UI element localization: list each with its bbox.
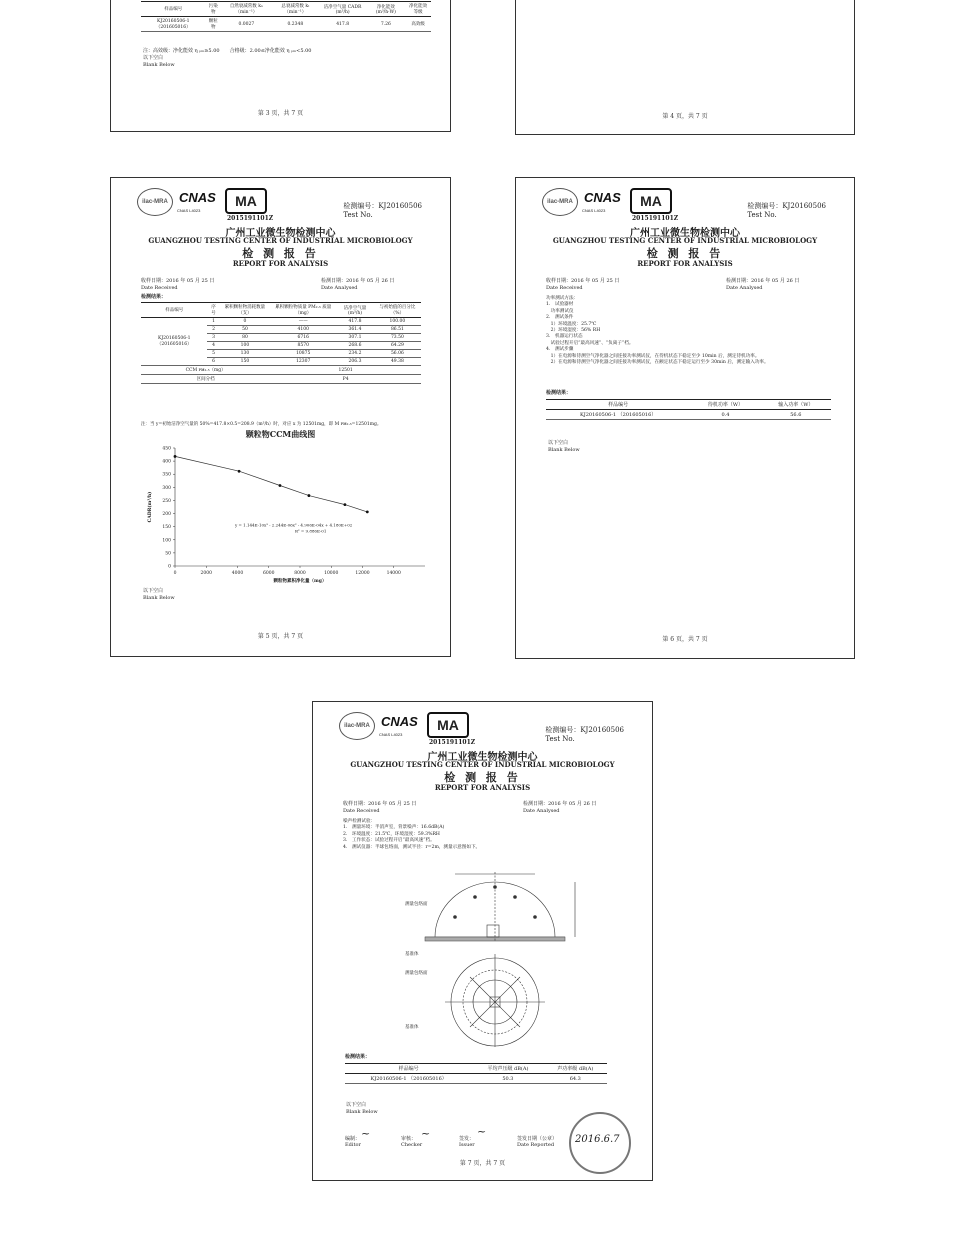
table-cell: 4 (207, 342, 219, 350)
logo-group (339, 712, 479, 742)
table-cell: 86.51 (374, 326, 421, 334)
table-header-row (141, 2, 431, 17)
table-header-cell: 污染物 (206, 2, 221, 17)
cnas-logo: CNAS (584, 190, 621, 205)
x-tick-label: 0 (173, 571, 177, 576)
method-line: 1）环境温度：25.7℃ (546, 321, 597, 327)
x-tick-label: 4000 (231, 571, 244, 576)
checker-label: 审核： (401, 1136, 417, 1142)
y-tick-label: 200 (162, 512, 171, 518)
table-cell: 0.0027 (221, 17, 272, 32)
date-block (343, 801, 622, 815)
issuer-label-en: Issuer (459, 1142, 475, 1148)
issuer-signature: ~ (477, 1125, 487, 1138)
report-title-en: REPORT FOR ANALYSIS (434, 783, 531, 792)
table-cell: 56.6 (761, 410, 831, 420)
method-line: 1. 测量环境：半消声室，背景噪声：16.6dB(A) (343, 825, 445, 831)
date-block (141, 278, 420, 292)
table-cell: 50.3 (472, 1074, 543, 1084)
table-cell: 234.2 (336, 350, 374, 358)
diagram-label-envelope-2: 测量包络面 (405, 971, 428, 976)
table-cell: 3 (207, 334, 219, 342)
method-line: 2）环境湿度：56% RH (546, 328, 601, 334)
ilac-mra-logo: ilac-MRA (339, 712, 375, 740)
date-analysed-block (726, 278, 799, 292)
hemisphere-side-view (425, 872, 575, 942)
method-line: 1. 试验器材 (546, 302, 574, 308)
date-received: 收样日期：2016 年 05 月 25 日 (343, 801, 417, 807)
y-tick-label: 100 (162, 538, 171, 544)
blank-below-en: Blank Below (143, 595, 175, 601)
date-analysed: 检测日期：2016 年 05 月 26 日 (321, 278, 395, 284)
table-cell-sample: KJ20160506-1 （201605016） (141, 318, 207, 366)
blank-below-en: Blank Below (346, 1109, 378, 1115)
results-label: 检测结果： (141, 294, 167, 300)
date-analysed-en: Date Analysed (726, 285, 763, 291)
y-tick-label: 350 (162, 472, 171, 478)
y-tick-label: 300 (162, 485, 171, 491)
table-cell: KJ20160506-1 （201605016） (546, 410, 690, 420)
method-line: 功率测试方法： (546, 296, 579, 301)
energy-efficiency-table (141, 1, 431, 32)
table-cell: 高效级 (405, 17, 431, 32)
x-axis-label: 颗粒物累积净化量（mg） (273, 579, 327, 584)
table-header-cell: 样品编号 (546, 400, 690, 410)
noise-results-table (345, 1063, 607, 1084)
table-cell: 56.06 (374, 350, 421, 358)
table-header-cell: 洁净空气量 CADR (m³/h) (319, 2, 367, 17)
x-tick-label: 10000 (324, 571, 339, 576)
hemisphere-measurement-diagram (395, 862, 595, 1047)
table-header-cell: 样品编号 (141, 303, 207, 318)
table-header-row (141, 303, 421, 318)
date-analysed: 检测日期：2016 年 05 月 26 日 (726, 278, 800, 284)
report-page-7 (312, 701, 653, 1181)
report-header (313, 702, 652, 802)
date-block (546, 278, 824, 292)
table-cell-level-label: 区间分档 (141, 375, 270, 384)
cma-logo: MA (427, 712, 469, 738)
editor-label-en: Editor (345, 1142, 361, 1148)
x-tick-label: 6000 (263, 571, 275, 576)
table-row (141, 17, 431, 32)
editor-label: 编制： (345, 1136, 361, 1142)
table-cell: 1 (207, 318, 219, 326)
chart-title: 颗粒物CCM曲线图 (245, 429, 316, 439)
report-page-6 (515, 177, 855, 659)
blank-below (346, 1102, 378, 1116)
hemisphere-top-view (445, 954, 545, 1047)
blank-below-en: Blank Below (548, 447, 580, 453)
blank-below (143, 588, 175, 602)
page-number: 第 4 页，共 7 页 (662, 113, 708, 120)
y-tick-label: 0 (168, 564, 171, 570)
test-number-en: Test No. (747, 211, 777, 219)
cert-number: 2015191101Z (429, 739, 476, 746)
table-cell: KJ20160506-1 （201605016） (141, 17, 206, 32)
test-number (545, 726, 624, 744)
cert-number: 2015191101Z (227, 215, 274, 222)
method-line: 3. 工作状态：试验过程开启“最高风速”档。 (343, 838, 435, 844)
data-point (174, 455, 177, 458)
results-label: 检测结果： (345, 1054, 371, 1060)
diagram-label-reference: 基准体 (405, 952, 419, 957)
page-number: 第 5 页，共 7 页 (257, 633, 304, 640)
page-number: 第 3 页，共 7 页 (257, 110, 304, 117)
cnas-number: CNAS L4023 (582, 208, 606, 213)
table-cell: 0.4 (690, 410, 760, 420)
report-title-cn: 检 测 报 告 (444, 771, 521, 784)
stamp-date: 2016.6.7 (575, 1134, 620, 1145)
date-received: 收样日期：2016 年 05 月 25 日 (141, 278, 215, 284)
diagram-label-envelope: 测量包络面 (405, 902, 428, 907)
table-header-cell: 净化能效 (m³/h·W) (366, 2, 405, 17)
date-analysed-en: Date Analysed (321, 285, 358, 291)
trendline-equation: y = 1.144E-10x³ - 2.244E-06x² - 4.906E-04x + 4.180E+02 (235, 522, 353, 528)
report-title-cn: 检 测 报 告 (242, 247, 319, 260)
cnas-logo: CNAS (381, 714, 418, 729)
center-name-en: GUANGZHOU TESTING CENTER OF INDUSTRIAL MICROBIOLOGY (350, 760, 615, 769)
table-cell-level-value: P4 (270, 375, 421, 384)
center-name-cn: 广州工业微生物检测中心 (427, 752, 538, 763)
blank-below (143, 55, 175, 69)
cma-logo: MA (225, 188, 267, 214)
method-line: 功率测试仪 (546, 308, 574, 314)
diagram-label-base: 基准体 (405, 1025, 419, 1030)
table-header-cell: 样品编号 (141, 2, 206, 17)
report-header (516, 178, 854, 278)
method-line: 1）在电源和待测空气净化器之间连接功率测试仪，在待机状态下稳定至少 10min 后，测定待机功率。 (546, 353, 760, 359)
data-point (366, 511, 369, 514)
method-line: 2. 环境温度：21.5℃，环境湿度：59.3%RH (343, 831, 440, 837)
date-analysed: 检测日期：2016 年 05 月 26 日 (523, 801, 597, 807)
ilac-mra-logo: ilac-MRA (542, 188, 578, 216)
method-line: 4. 测试步骤 (546, 347, 574, 353)
y-tick-label: 250 (162, 498, 171, 504)
checker-label-en: Checker (401, 1142, 423, 1148)
method-line: 2）在电源和待测空气净化器之间连接功率测试仪，在额定状态下稳定运行至少 30min 后，测定输入功率。 (546, 360, 769, 366)
blank-below-cn: 以下空白 (346, 1102, 367, 1108)
blank-below-cn: 以下空白 (143, 588, 164, 594)
efficiency-note: 注：高效级：净化能效 η ₚₘ≥5.00 合格级：2.00≤净化能效 η ₚₘ<5.00 (143, 48, 312, 54)
center-name-en: GUANGZHOU TESTING CENTER OF INDUSTRIAL MICROBIOLOGY (552, 236, 818, 245)
checker-signature: ~ (421, 1127, 431, 1140)
table-header-cell: 洁净空气量 (m³/h) (336, 303, 374, 318)
cnas-number: CNAS L4023 (379, 732, 403, 737)
x-tick-label: 8000 (294, 571, 306, 576)
table-row (345, 1074, 607, 1084)
cert-number: 2015191101Z (632, 215, 679, 222)
table-cell: 100.00 (374, 318, 421, 326)
center-name-cn: 广州工业微生物检测中心 (225, 228, 336, 239)
blank-below-cn: 以下空白 (143, 55, 164, 61)
table-cell-ccm-label: CCM ᴘᴍ₂.₅（mg） (141, 366, 270, 375)
data-point (308, 494, 311, 497)
cnas-number: CNAS L4023 (177, 208, 201, 213)
logo-group (137, 188, 277, 218)
table-cell: 64.29 (374, 342, 421, 350)
date-analysed-en: Date Analysed (523, 808, 560, 814)
table-cell: 0 (220, 318, 271, 326)
table-row (141, 375, 421, 384)
date-received: 收样日期：2016 年 05 月 25 日 (546, 278, 620, 284)
report-title-en: REPORT FOR ANALYSIS (637, 259, 733, 268)
table-cell: 12307 (270, 358, 336, 366)
table-header-cell: 声功率级 dB(A) (544, 1064, 607, 1074)
date-received-en: Date Received (343, 808, 380, 814)
table-cell: 7.26 (366, 17, 405, 32)
blank-below-en: Blank Below (143, 62, 175, 68)
ccm-trend-line (175, 456, 367, 512)
table-cell: 417.8 (319, 17, 367, 32)
table-cell: 2 (207, 326, 219, 334)
table-cell: 64.3 (544, 1074, 607, 1084)
issue-date-label: 签发日期（公章） (517, 1136, 558, 1142)
y-tick-label: 400 (162, 459, 171, 465)
page-number: 第 6 页，共 7 页 (662, 636, 708, 643)
table-header-row (345, 1064, 607, 1074)
table-cell: —— (270, 318, 336, 326)
y-tick-label: 150 (162, 525, 171, 531)
method-line: 试验过程开启“最高风速”、“负离子”档。 (546, 340, 634, 346)
ccm-results-table (141, 302, 421, 384)
table-cell: 130 (220, 350, 271, 358)
table-header-cell: 序号 (207, 303, 219, 318)
table-cell: 5 (207, 350, 219, 358)
table-header-cell: 自然衰减常数 kₙ（min⁻¹） (221, 2, 272, 17)
report-header (111, 178, 450, 278)
results-label: 检测结果： (546, 390, 572, 396)
table-cell: 307.1 (336, 334, 374, 342)
table-cell: 73.50 (374, 334, 421, 342)
power-test-method (546, 296, 831, 366)
method-line: 3. 机器运行状态 (546, 334, 583, 340)
table-header-cell: 输入功率（W） (761, 400, 831, 410)
editor-signature: ~ (361, 1127, 371, 1140)
method-line: 2. 测试条件 (546, 315, 574, 321)
table-header-cell: 总衰减常数 kₜ（min⁻¹） (272, 2, 319, 17)
noise-test-method (343, 819, 480, 851)
table-cell: 6716 (270, 334, 336, 342)
data-point (238, 470, 241, 473)
table-row (141, 366, 421, 375)
table-cell: KJ20160506-1 （201605016） (345, 1074, 472, 1084)
table-cell: 268.6 (336, 342, 374, 350)
report-page-4 (515, 0, 855, 135)
test-number-cn: 检测编号：KJ20160506 (343, 202, 422, 210)
table-cell: 361.4 (336, 326, 374, 334)
ccm-chart (139, 440, 439, 600)
test-number-cn: 检测编号：KJ20160506 (747, 202, 826, 210)
cnas-logo: CNAS (179, 190, 216, 205)
table-cell: 206.3 (336, 358, 374, 366)
table-cell: 4100 (270, 326, 336, 334)
issuer-label: 签发： (459, 1136, 475, 1142)
report-title-en: REPORT FOR ANALYSIS (232, 259, 329, 268)
power-results-table (546, 399, 831, 420)
date-analysed-block (523, 801, 596, 815)
table-header-cell: 样品编号 (345, 1064, 472, 1074)
test-number-en: Test No. (343, 211, 373, 219)
cma-logo: MA (630, 188, 672, 214)
test-number-en: Test No. (545, 735, 575, 743)
x-tick-label: 14000 (386, 571, 401, 576)
report-page-5 (110, 177, 451, 657)
blank-below (548, 440, 580, 454)
x-tick-label: 12000 (355, 571, 370, 576)
table-cell: 80 (220, 334, 271, 342)
data-point (279, 484, 282, 487)
center-name-en: GUANGZHOU TESTING CENTER OF INDUSTRIAL MICROBIOLOGY (148, 236, 413, 245)
page-number: 第 7 页，共 7 页 (459, 1160, 506, 1167)
data-point (344, 503, 347, 506)
table-header-cell: 净化能效等级 (405, 2, 431, 17)
table-cell: 6 (207, 358, 219, 366)
date-received-en: Date Received (546, 285, 583, 291)
table-header-cell: 平均声压级 dB(A) (472, 1064, 543, 1074)
table-row (141, 318, 421, 326)
date-analysed-block (321, 278, 394, 292)
table-cell: 417.8 (336, 318, 374, 326)
table-header-cell: 累积颗粒物消耗数量（支） (220, 303, 271, 318)
ilac-mra-logo: ilac-MRA (137, 188, 173, 216)
test-number-cn: 检测编号：KJ20160506 (545, 726, 624, 734)
y-axis-label: CADR(m³/h) (148, 491, 153, 523)
table-cell-ccm-value: 12501 (270, 366, 421, 375)
logo-group (542, 188, 682, 218)
table-cell: 100 (220, 342, 271, 350)
center-name-cn: 广州工业微生物检测中心 (630, 228, 740, 239)
x-tick-label: 2000 (200, 571, 212, 576)
table-row (546, 410, 831, 420)
table-cell: 150 (220, 358, 271, 366)
method-line: 4. 测试仪器：半球包络面，测试半径：r=2m，测量示意图如下。 (343, 844, 481, 850)
table-header-row (546, 400, 831, 410)
ccm-note: 注：当 y=初始洁净空气量的 50%=417.8×0.5=208.9（m³/h）时，对应 x 为 12501mg，即 M ᴘᴍ₂.₅=12501mg。 (141, 422, 382, 427)
table-cell: 49.38 (374, 358, 421, 366)
table-cell: 0.2348 (272, 17, 319, 32)
table-header-cell: 与初始值的百分比（%） (374, 303, 421, 318)
table-cell: 50 (220, 326, 271, 334)
report-page-3 (110, 0, 451, 132)
report-title-cn: 检 测 报 告 (646, 247, 724, 260)
blank-below-cn: 以下空白 (548, 440, 569, 446)
date-received-en: Date Received (141, 285, 178, 291)
table-cell: 颗粒物 (206, 17, 221, 32)
trendline-r2: R² = 9.886E-01 (295, 528, 327, 534)
table-cell: 8570 (270, 342, 336, 350)
issue-date-label-en: Date Reported (517, 1142, 555, 1148)
test-number (343, 202, 422, 220)
test-number (747, 202, 826, 220)
y-tick-label: 50 (165, 551, 171, 557)
table-header-cell: 累积颗粒物质量 PM₂.₅ 质量（mg） (270, 303, 336, 318)
table-header-cell: 待机功率（W） (690, 400, 760, 410)
y-tick-label: 450 (162, 446, 171, 452)
method-line: 噪声检测试验： (343, 819, 376, 824)
table-cell: 10875 (270, 350, 336, 358)
